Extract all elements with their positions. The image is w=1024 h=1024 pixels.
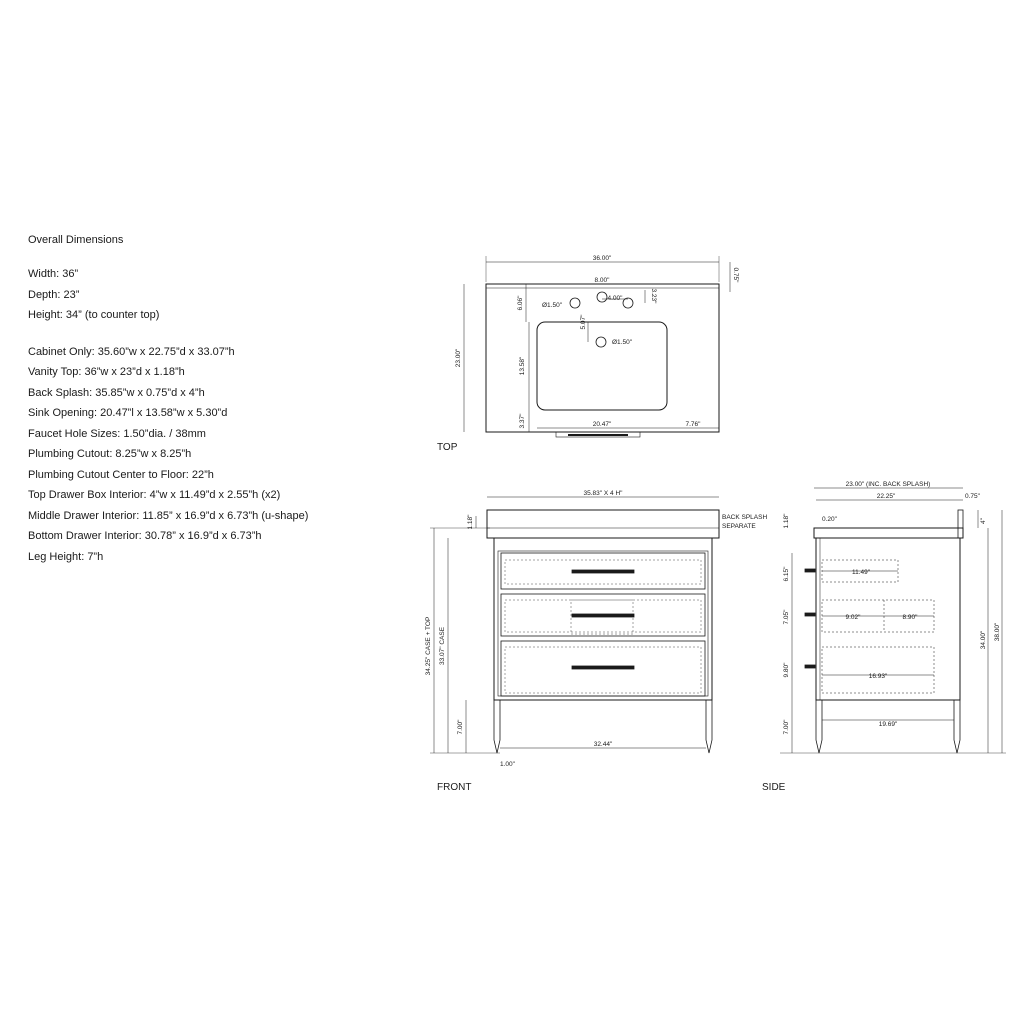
spec-depth: Depth: 23” bbox=[28, 288, 80, 301]
faucet-hole-center bbox=[597, 292, 607, 302]
leg-width-label: 1.00" bbox=[500, 761, 515, 768]
right-edge-label: 7.76" bbox=[685, 421, 701, 428]
drain-offset-label: 5.07" bbox=[580, 314, 587, 330]
leg-span-label: 32.44" bbox=[593, 741, 613, 748]
side-mid-drawer-label: 7.05" bbox=[783, 609, 790, 625]
faucet-hole-left bbox=[570, 298, 580, 308]
side-depth-label: 23.00" (INC. BACK SPLASH) bbox=[845, 481, 931, 488]
hole-center-label: 4.00" bbox=[607, 295, 623, 302]
middle-drawer-handle bbox=[572, 614, 634, 617]
spec-top-drawer: Top Drawer Box Interior: 4”w x 11.49”d x 2.55”h (x2) bbox=[28, 489, 281, 501]
front-edge-label: 3.37" bbox=[519, 413, 526, 429]
side-leg-back bbox=[954, 700, 960, 753]
front-view-label: FRONT bbox=[437, 782, 472, 793]
sink-width-label: 20.47" bbox=[592, 421, 612, 428]
side-handle-bottom bbox=[805, 665, 815, 668]
top-view-label: TOP bbox=[437, 442, 458, 453]
case-label: 33.07" CASE bbox=[439, 626, 446, 666]
side-splash-label: 0.75" bbox=[965, 493, 980, 500]
spec-plumbing-cutout: Plumbing Cutout: 8.25”w x 8.25”h bbox=[28, 448, 192, 460]
front-view bbox=[425, 490, 767, 793]
front-view-labels bbox=[425, 490, 767, 793]
top-view bbox=[437, 255, 739, 453]
side-leg-label: 7.00" bbox=[783, 719, 790, 735]
hole-spread-label: 8.00" bbox=[594, 277, 610, 284]
splash-width-label: 35.83" X 4 H" bbox=[583, 490, 623, 497]
case-top-label: 34.25" CASE + TOP bbox=[425, 616, 432, 676]
sink-depth-label: 13.58" bbox=[519, 356, 526, 376]
cabinet-case bbox=[494, 538, 712, 700]
front-leg-label: 7.00" bbox=[457, 719, 464, 735]
side-view bbox=[762, 481, 1006, 793]
drain-hole bbox=[596, 337, 606, 347]
hole-edge-label: 6.06" bbox=[517, 295, 524, 311]
bottom-drawer-handle bbox=[572, 666, 634, 669]
top-drawer-depth-label: 11.49" bbox=[851, 569, 871, 576]
splash-note-1: BACK SPLASH bbox=[722, 514, 768, 521]
splash-note-2: SEPARATE bbox=[722, 523, 756, 530]
mid-drawer-depth-label: 9.02" bbox=[845, 614, 861, 621]
side-top-drawer-label: 6.15" bbox=[783, 566, 790, 582]
spec-leg-height: Leg Height: 7”h bbox=[28, 550, 104, 563]
spec-back-splash: Back Splash: 35.85”w x 0.75”d x 4”h bbox=[28, 386, 205, 399]
cabinet-side bbox=[816, 538, 960, 700]
drain-label: Ø1.50" bbox=[612, 339, 633, 346]
top-thickness-label: 1.18" bbox=[467, 514, 474, 530]
top-view-labels bbox=[437, 255, 739, 453]
top-width-label: 36.00" bbox=[592, 255, 612, 262]
side-leg-span-label: 19.69" bbox=[878, 721, 898, 728]
spec-middle-drawer: Middle Drawer Interior: 11.85” x 16.9”d x 6.73”h (u-shape) bbox=[28, 509, 309, 522]
side-leg-front bbox=[816, 700, 822, 753]
bottom-drawer-depth-label: 16.93" bbox=[868, 673, 888, 680]
bottom-drawer-box bbox=[505, 647, 701, 693]
side-height-top-label: 34.00" bbox=[980, 630, 987, 650]
side-handle-top bbox=[805, 569, 815, 572]
spec-sink-opening: Sink Opening: 20.47”l x 13.58”w x 5.30”d bbox=[28, 407, 228, 419]
faucet-hole-right bbox=[623, 298, 633, 308]
side-cabinet-label: 22.25" bbox=[876, 493, 896, 500]
mid-drawer-u-label: 8.90" bbox=[902, 614, 918, 621]
side-handle-mid bbox=[805, 613, 815, 616]
top-depth-label: 23.00" bbox=[455, 348, 462, 368]
hole-offset-label: 3.23" bbox=[650, 288, 657, 304]
top-splash-label: 0.75" bbox=[732, 267, 739, 283]
side-overhang-label: 0.20" bbox=[822, 516, 837, 523]
front-leg-right bbox=[706, 700, 712, 753]
spec-cabinet: Cabinet Only: 35.60”w x 22.75”d x 33.07”h bbox=[28, 345, 235, 358]
spec-vanity-top: Vanity Top: 36”w x 23”d x 1.18”h bbox=[28, 366, 185, 378]
backsplash-side bbox=[958, 510, 963, 538]
spec-heading: Overall Dimensions bbox=[28, 234, 124, 246]
front-leg-left bbox=[494, 700, 500, 753]
side-view-label: SIDE bbox=[762, 782, 786, 793]
front-lip-fill bbox=[568, 434, 628, 436]
spec-plumbing-center: Plumbing Cutout Center to Floor: 22”h bbox=[28, 468, 214, 481]
side-splash-height-label: 4" bbox=[980, 518, 987, 524]
spec-faucet-holes: Faucet Hole Sizes: 1.50”dia. / 38mm bbox=[28, 427, 206, 440]
side-top-offset-label: 1.18" bbox=[783, 513, 790, 529]
spec-bottom-drawer: Bottom Drawer Interior: 30.78” x 16.9”d x 6.73”h bbox=[28, 530, 262, 542]
vanity-top-side bbox=[814, 528, 963, 538]
spec-width: Width: 36” bbox=[28, 268, 79, 280]
backsplash-front bbox=[487, 510, 719, 538]
bottom-drawer-side-box bbox=[822, 647, 934, 693]
top-drawer-handle bbox=[572, 570, 634, 573]
sink-opening bbox=[537, 322, 667, 410]
hole-left-label: Ø1.50" bbox=[542, 302, 563, 309]
side-height-total-label: 38.00" bbox=[994, 622, 1001, 642]
side-bottom-drawer-label: 9.80" bbox=[783, 662, 790, 678]
spec-height: Height: 34” (to counter top) bbox=[28, 309, 160, 321]
